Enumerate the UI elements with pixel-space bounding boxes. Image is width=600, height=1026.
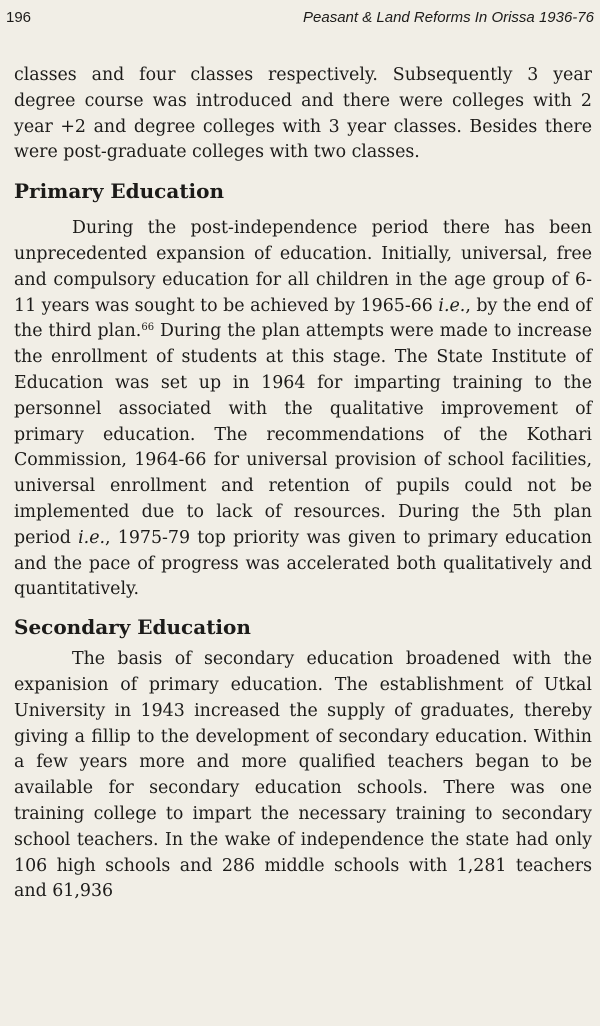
primary-ie-1: i.e. — [438, 295, 466, 316]
primary-text-b: , by the end of the third plan. — [14, 295, 592, 342]
footnote-ref-66: 66 — [141, 322, 155, 334]
primary-text-a: During the post-independence period there has been unprecedented expansion of education. Initially, universal, free and compulsory education for all children in the age group of 6-11 years was sought to be achieved by 1965-66 — [14, 218, 592, 316]
primary-text-c: During the plan attempts were made to increase the enrollment of students at this stage. The State Institute of Education was set up in 1964 for imparting training to the personnel associated with the qualitative improvement of primary education. The recommendations of the Kothari Commission, 1964-66 for universal provision of school facilities, universal enrollment and retention of pupils could not be implemented due to lack of resources. During the 5th plan period — [14, 321, 592, 548]
heading-primary-education: Primary Education — [14, 179, 225, 204]
paragraph-primary-education — [14, 216, 592, 603]
paragraph-continuation: classes and four classes respectively. Subsequently 3 year degree course was introduced and there were colleges with 2 year +2 and degree colleges with 3 year classes. Besides there were post-graduate colleges with two classes. — [14, 65, 592, 163]
page-number: 196 — [6, 9, 32, 26]
heading-secondary-education: Secondary Education — [14, 615, 251, 640]
page-body — [14, 63, 592, 905]
running-title: Peasant & Land Reforms In Orissa 1936-76 — [303, 9, 594, 26]
primary-text-d: , 1975-79 top priority was given to primary education and the pace of progress was accelerated both qualitatively and quantitatively. — [14, 527, 592, 600]
running-header — [0, 6, 600, 30]
primary-ie-2: i.e. — [78, 527, 106, 548]
paragraph-secondary-education: The basis of secondary education broadened with the expanision of primary education. The establishment of Utkal University in 1943 increased the supply of graduates, thereby giving a fillip to the development of secondary education. Within a few years more and more qualified teachers began to be available for secondary education schools. There was one training college to impart the necessary training to secondary school teachers. In the wake of independence the state had only 106 high schools and 286 middle schools with 1,281 teachers and 61,936 — [14, 649, 592, 902]
